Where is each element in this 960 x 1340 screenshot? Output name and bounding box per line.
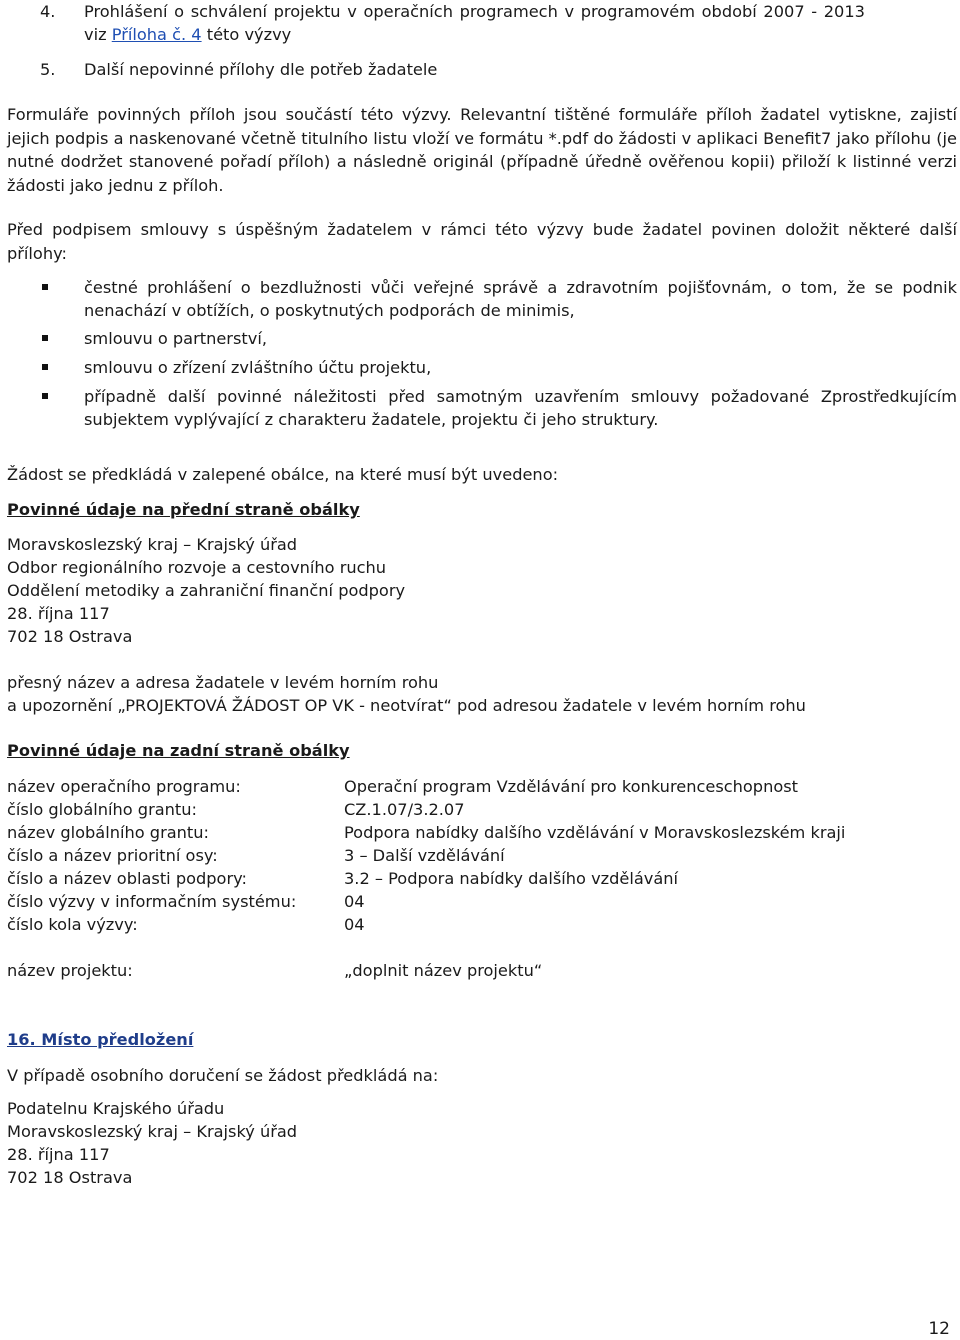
back-row-value: 04 — [344, 892, 365, 911]
front-note-warning: a upozornění „PROJEKTOVÁ ŽÁDOST OP VK - neotvírat“ pod adresou žadatele v levém horním rohu — [7, 696, 806, 715]
section-16-intro: V případě osobního doručení se žádost předkládá na: — [7, 1066, 439, 1085]
back-row-label: číslo globálního grantu: — [7, 800, 197, 819]
list-item-5: Další nepovinné přílohy dle potřeb žadatele — [84, 60, 438, 79]
back-row-label: číslo a název oblasti podpory: — [7, 869, 247, 888]
front-note-applicant-address: přesný název a adresa žadatele v levém horním rohu — [7, 673, 439, 692]
list-item-4-line1: Prohlášení o schválení projektu v operačních programech v programovém období 2007 - 2013 — [84, 2, 865, 21]
list-item-4-line2 — [84, 25, 291, 44]
submission-address-line: Moravskoslezský kraj – Krajský úřad — [7, 1122, 298, 1141]
back-row-value: Podpora nabídky dalšího vzdělávání v Moravskoslezském kraji — [344, 823, 846, 842]
list-number-4: 4. — [40, 2, 56, 21]
project-name-label: název projektu: — [7, 961, 133, 980]
back-row-value: 3 – Další vzdělávání — [344, 846, 505, 865]
back-row-value: 3.2 – Podpora nabídky dalšího vzdělávání — [344, 869, 679, 888]
back-side-heading: Povinné údaje na zadní straně obálky — [7, 741, 350, 760]
front-address-line: Oddělení metodiky a zahraniční finanční podpory — [7, 581, 406, 600]
back-row-label: číslo výzvy v informačním systému: — [7, 892, 297, 911]
bullet-marker — [42, 335, 48, 341]
bullet-item-1: čestné prohlášení o bezdlužnosti vůči veřejné správě a zdravotním pojišťovnám, o tom, že se podnik nenachází v obtížích, o poskytnutých podporách de minimis, — [84, 278, 957, 320]
back-row-label: číslo kola výzvy: — [7, 915, 138, 934]
front-address-line: Odbor regionálního rozvoje a cestovního ruchu — [7, 558, 387, 577]
submission-address-line: 28. října 117 — [7, 1145, 110, 1164]
attachment-4-link[interactable]: Příloha č. 4 — [111, 25, 202, 44]
bullet-marker — [42, 364, 48, 370]
bullet-item-3: smlouvu o zřízení zvláštního účtu projektu, — [84, 358, 432, 377]
back-row-value: Operační program Vzdělávání pro konkurenceschopnost — [344, 777, 799, 796]
bullet-marker — [42, 393, 48, 399]
list-item-4-prefix: viz — [84, 25, 112, 44]
page-number: 12 — [928, 1319, 950, 1339]
bullet-item-4: případně další povinné náležitosti před samotným uzavřením smlouvy požadované Zprostředkujícím subjektem vyplývající z charakteru žadatele, projektu či jeho struktury. — [84, 387, 957, 429]
before-signing-paragraph: Před podpisem smlouvy s úspěšným žadatelem v rámci této výzvy bude žadatel povinen doložit některé další přílohy: — [7, 220, 957, 263]
submission-address-line: Podatelnu Krajského úřadu — [7, 1099, 225, 1118]
front-side-heading: Povinné údaje na přední straně obálky — [7, 500, 360, 519]
front-address-line: 702 18 Ostrava — [7, 627, 133, 646]
front-address-line: Moravskoslezský kraj – Krajský úřad — [7, 535, 298, 554]
front-address-line: 28. října 117 — [7, 604, 110, 623]
submission-address-line: 702 18 Ostrava — [7, 1168, 133, 1187]
back-row-label: název operačního programu: — [7, 777, 241, 796]
back-row-value: 04 — [344, 915, 365, 934]
forms-paragraph: Formuláře povinných příloh jsou součástí této výzvy. Relevantní tištěné formuláře příloh žadatel vytiskne, zajistí jejich podpis a naskenované včetně titulního listu vloží ve formátu *.pdf do žádosti v aplikaci Benefit7 jako přílohu (je nutné dodržet stanovené pořadí příloh) a následně originál (případně úředně ověřenou kopii) přiloží k listinné verzi žádosti jako jednu z příloh. — [7, 105, 957, 195]
section-16-title: 16. Místo předložení — [7, 1030, 194, 1049]
back-row-value: CZ.1.07/3.2.07 — [344, 800, 465, 819]
project-name-value: „doplnit název projektu“ — [344, 961, 543, 980]
bullet-item-2: smlouvu o partnerství, — [84, 329, 267, 348]
list-number-5: 5. — [40, 60, 56, 79]
list-item-4-suffix: této výzvy — [201, 25, 292, 44]
envelope-intro: Žádost se předkládá v zalepené obálce, na které musí být uvedeno: — [7, 465, 559, 484]
bullet-marker — [42, 284, 48, 290]
back-row-label: číslo a název prioritní osy: — [7, 846, 218, 865]
back-row-label: název globálního grantu: — [7, 823, 209, 842]
